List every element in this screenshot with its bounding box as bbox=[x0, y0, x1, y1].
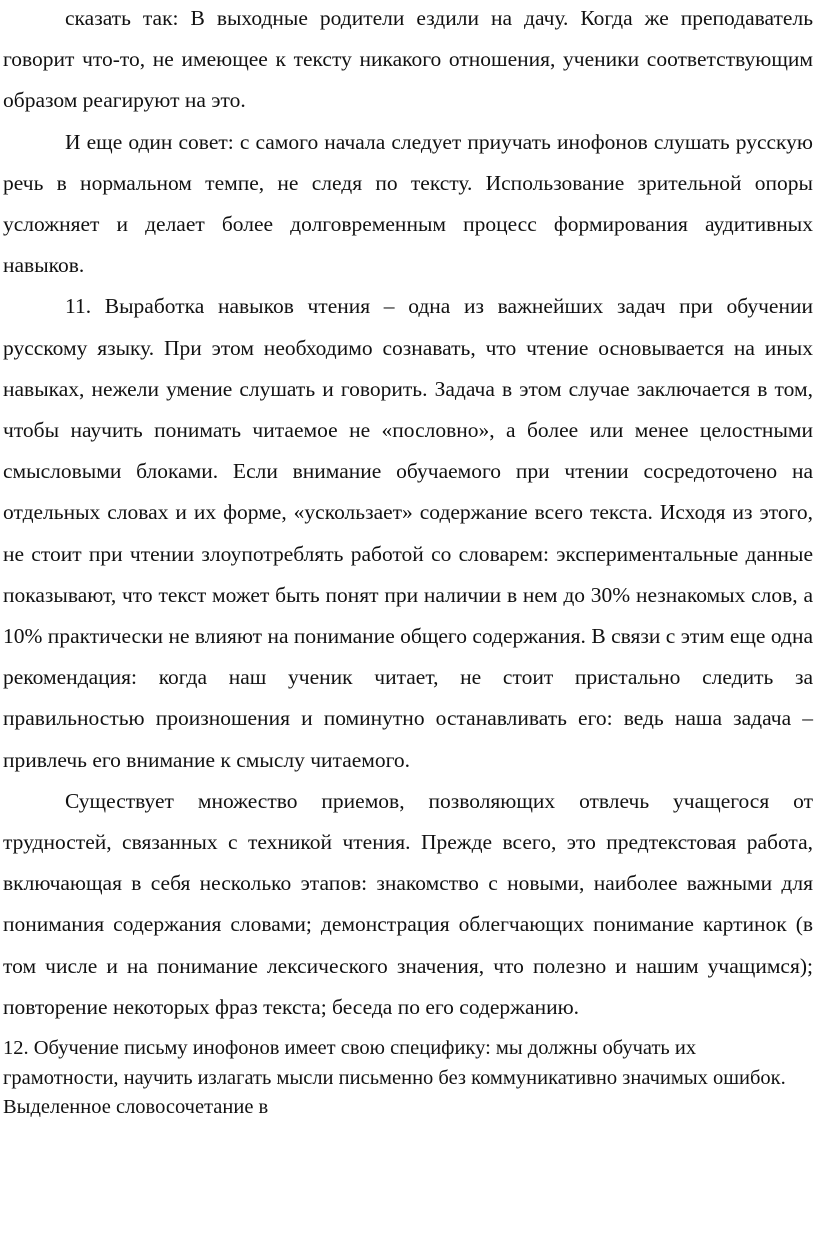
paragraph-3: 11. Выработка навыков чтения – одна из важнейших задач при обучении русскому языку. При этом необходимо сознавать, что чтение основывается на иных навыках, нежели умение слушать и говорить. Задача в этом случае заключается в том, чтобы научить понимать читаемое не «пословно», а более или менее целостными смысловыми блоками. Если внимание обучаемого при чтении сосредоточено на отдельных словах и их форме, «ускользает» содержание всего текста. Исходя из этого, не стоит при чтении злоупотреблять работой со словарем: экспериментальные данные показывают, что текст может быть понят при наличии в нем до 30% незнакомых слов, а 10% практически не влияют на понимание общего содержания. В связи с этим еще одна рекомендация: когда наш ученик читает, не стоит пристально следить за правильностью произношения и поминутно останавливать его: ведь наша задача – привлечь его внимание к смыслу читаемого. bbox=[3, 294, 813, 772]
paragraph-1: сказать так: В выходные родители ездили на дачу. Когда же преподаватель говорит что-то, не имеющее к тексту никакого отношения, ученики соответствующим образом реагируют на это. bbox=[3, 6, 813, 113]
paragraph-4: Существует множество приемов, позволяющих отвлечь учащегося от трудностей, связанных с техникой чтения. Прежде всего, это предтекстовая работа, включающая в себя несколько этапов: знакомство с новыми, наиболее важными для понимания содержания словами; демонстрация облегчающих понимание картинок (в том числе и на понимание лексического значения, что полезно и нашим учащимся); повторение некоторых фраз текста; беседа по его содержанию. bbox=[3, 788, 813, 1019]
paragraph-2: И еще один совет: с самого начала следует приучать инофонов слушать русскую речь в нормальном темпе, не следя по тексту. Использование зрительной опоры усложняет и делает более долговременным процесс формирования аудитивных навыков. bbox=[3, 129, 813, 278]
paragraph-5: 12. Обучение письму инофонов имеет свою специфику: мы должны обучать их грамотности, научить излагать мысли письменно без коммуникативно значимых ошибок. Выделенное словосочетание в bbox=[3, 1037, 786, 1119]
